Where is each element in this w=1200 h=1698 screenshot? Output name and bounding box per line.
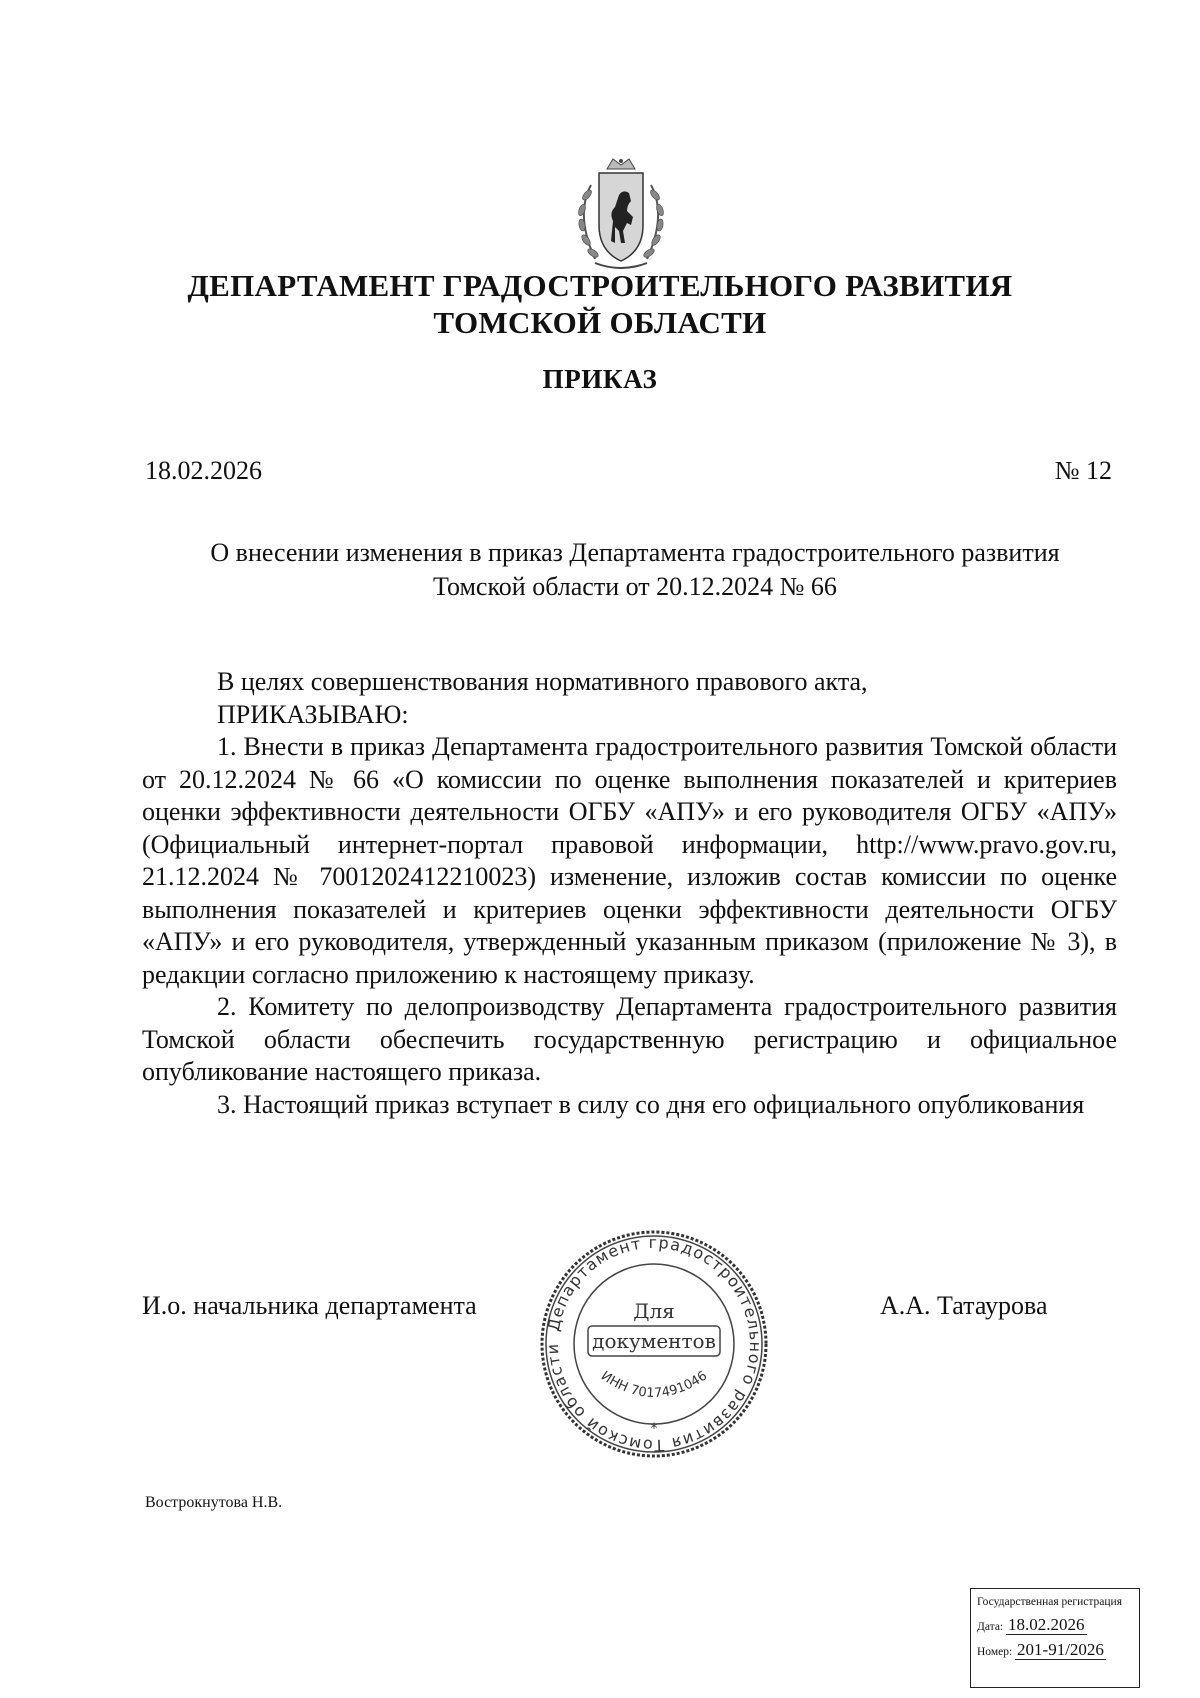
subject-line1: О внесении изменения в приказ Департамента градостроительного развития: [210, 538, 1060, 567]
organization-name-line2: ТОМСКОЙ ОБЛАСТИ: [433, 305, 767, 340]
seal-outer-text: Департамент градостроительного развития Томской области: [542, 1232, 766, 1456]
document-body: [142, 666, 1117, 1121]
clause-1: 1. Внести в приказ Департамента градостроительного развития Томской области от 20.12.2024 № 66 «О комиссии по оценке выполнения показателей и критериев оценки эффективности деятельности ОГБУ «АПУ» и его руководителя ОГБУ «АПУ» (Официальный интернет-портал правовой информации, http://www.pravo.gov.ru, 21.12.2024 № 7001202412210023) изменение, изложив состав комиссии по оценке выполнения показателей и критериев оценки эффективности деятельности ОГБУ «АПУ» и его руководителя, утвержденный указанным приказом (приложение № 3), в редакции согласно приложению к настоящему приказу.: [142, 732, 1117, 989]
document-subject: [150, 536, 1120, 604]
registration-number-value: 201-91/2026: [1017, 1640, 1104, 1659]
seal-center-line2: документов: [592, 1329, 716, 1353]
order-word: ПРИКАЗЫВАЮ:: [217, 699, 409, 729]
clause-2: 2. Комитету по делопроизводству Департамента градостроительного развития Томской области обеспечить государственную регистрацию и официальное опубликование настоящего приказа.: [142, 992, 1117, 1086]
registration-date-label: Дата:: [977, 1621, 1004, 1633]
coat-of-arms-icon: [565, 155, 677, 275]
seal-star-icon: *: [650, 1421, 658, 1437]
registration-number-row: [977, 1641, 1133, 1660]
registration-title: Государственная регистрация: [977, 1596, 1122, 1608]
document-type: ПРИКАЗ: [542, 364, 658, 394]
executor-name: Вострокнутова Н.В.: [145, 1494, 283, 1511]
clause-3: 3. Настоящий приказ вступает в силу со дня его официального опубликования: [217, 1089, 1085, 1119]
signer-title: И.о. начальника департамента: [142, 1291, 477, 1320]
organization-name-line1: ДЕПАРТАМЕНТ ГРАДОСТРОИТЕЛЬНОГО РАЗВИТИЯ: [187, 268, 1013, 303]
registration-number-label: Номер:: [977, 1646, 1013, 1658]
seal-center-line1: Для: [633, 1299, 675, 1323]
document-number: № 12: [1054, 456, 1112, 485]
preamble: В целях совершенствования нормативного правового акта,: [217, 667, 868, 696]
document-date: 18.02.2026: [145, 456, 262, 485]
subject-line2: Томской области от 20.12.2024 № 66: [433, 572, 837, 601]
registration-date-value: 18.02.2026: [1008, 1615, 1085, 1634]
seal-inn: ИНН 7017491046: [597, 1368, 711, 1402]
official-seal: [538, 1228, 770, 1460]
signer-name: А.А. Татаурова: [880, 1291, 1048, 1320]
registration-date-row: [977, 1616, 1133, 1635]
registration-stamp: [970, 1588, 1140, 1688]
